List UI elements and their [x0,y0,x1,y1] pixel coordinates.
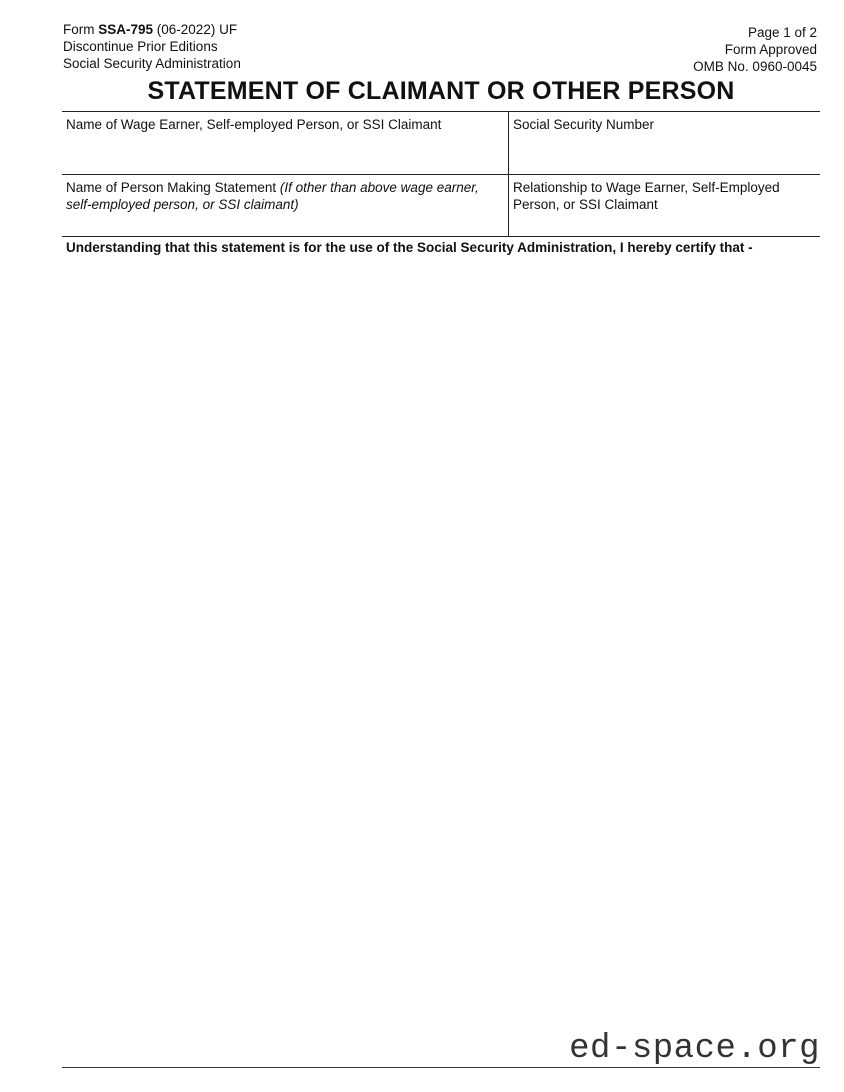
footer-divider [62,1067,820,1068]
divider [62,236,820,237]
page-title: STATEMENT OF CLAIMANT OR OTHER PERSON [147,77,735,105]
form-id: Form SSA-795 (06-2022) UF [63,22,238,37]
form-approved: Form Approved [724,42,817,57]
discontinue-note: Discontinue Prior Editions [63,39,218,54]
statement-body-area[interactable] [62,262,820,1057]
wage-earner-name-field[interactable] [66,116,502,172]
relationship-field[interactable] [513,179,803,234]
watermark: ed-space.org [569,1030,820,1068]
wage-earner-name-label: Name of Wage Earner, Self-employed Person, or SSI Claimant [66,117,442,132]
person-making-statement-note: (If other than above wage earner, self-employed person, or SSI claimant) [66,180,479,212]
divider [62,174,820,175]
omb-number: OMB No. 0960-0045 [693,59,817,74]
person-making-statement-label: Name of Person Making Statement [66,180,280,195]
form-header-right [693,24,817,75]
certification-statement: Understanding that this statement is for the use of the Social Security Administration, I hereby certify that - [66,240,753,255]
ssn-label: Social Security Number [513,117,655,132]
form-header-left [63,21,241,72]
ssn-field[interactable] [513,116,813,172]
divider [62,111,820,112]
column-divider [508,111,509,236]
relationship-label: Relationship to Wage Earner, Self-Employed Person, or SSI Claimant [513,180,780,212]
person-making-statement-field[interactable] [66,179,502,234]
page-number: Page 1 of 2 [747,25,817,40]
agency-name: Social Security Administration [63,56,241,71]
form-number: SSA-795 [98,22,154,37]
